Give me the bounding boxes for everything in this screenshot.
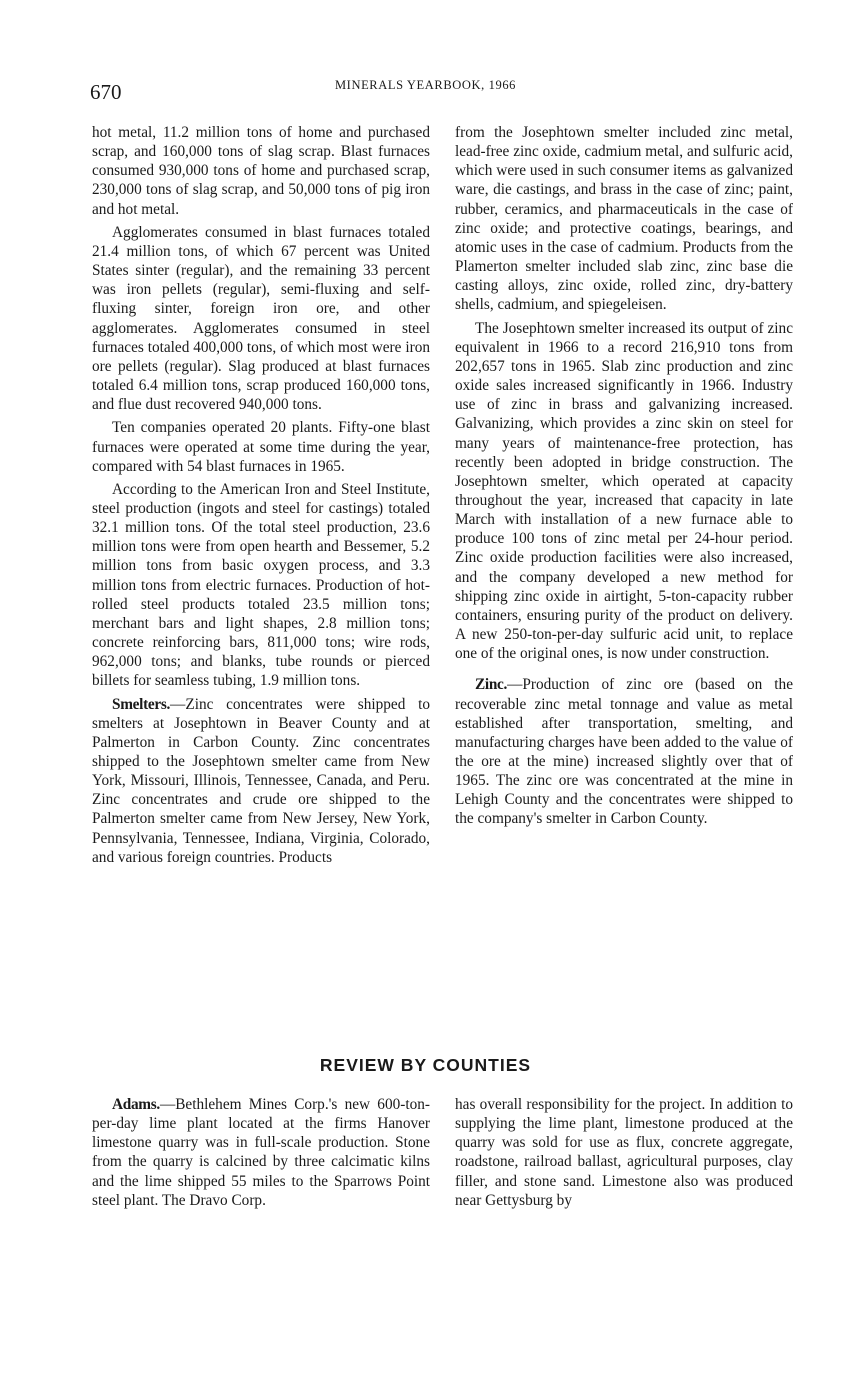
run-in-heading-adams: Adams. <box>112 1096 160 1113</box>
run-in-heading-zinc: Zinc. <box>475 676 508 694</box>
run-in-heading-smelters: Smelters. <box>112 695 171 713</box>
column-bottom-right <box>455 1095 793 1214</box>
paragraph-text: —Production of zinc ore (based on the recoverable zinc metal tonnage and value as metal established after transportation, smelting, and manufacturing charges have been added to the value of the ore at the mine) increased slightly over that of 1965. The zinc ore was concentrated at the mine in Lehigh County and the concentrates were shipped to the company's smelter in Carbon County. <box>455 676 793 828</box>
paragraph: According to the American Iron and Steel Institute, steel production (ingots and steel for castings) totaled 32.1 million tons. Of the total steel production, 23.6 million tons were from open hearth and Bessemer, 5.2 million tons from basic oxygen process, and 3.3 million tons from electric furnaces. Production of hot-rolled steel products totaled 23.5 million tons; merchant bars and light shapes, 2.8 million tons; concrete reinforcing bars, 811,000 tons; wire rods, 962,000 tons; and blanks, tube rounds or pierced billets for seamless tubing, 1.9 million tons. <box>92 480 430 690</box>
paragraph: Agglomerates consumed in blast furnaces totaled 21.4 million tons, of which 67 percent was United States sinter (regular), and the remaining 33 percent was iron pellets (regular), semi-fluxing and self-fluxing sinter, foreign iron ore, and other agglomerates. Agglomerates consumed in steel furnaces totaled 400,000 tons, of which most were iron ore pellets (regular). Slag produced at blast furnaces totaled 6.4 million tons, scrap produced 160,000 tons, and flue dust recovered 940,000 tons. <box>92 223 430 414</box>
paragraph-text: —Zinc concentrates were shipped to smelters at Josephtown in Beaver County and at Palmerton in Carbon County. Zinc concentrates shipped to the Josephtown smelter came from New York, Missouri, Illinois, Tennessee, Canada, and Peru. Zinc concentrates and crude ore shipped to the Palmerton smelter came from New Jersey, New York, Pennsylvania, Tennessee, Indiana, Virginia, Colorado, and various foreign countries. Products <box>92 695 430 866</box>
paragraph-text: —Bethlehem Mines Corp.'s new 600-ton-per-day lime plant located at the firms Hanover limestone quarry was in full-scale production. Stone from the quarry is calcined by three calcimatic kilns and the lime shipped 55 miles to the Sparrows Point steel plant. The Dravo Corp. <box>92 1096 430 1209</box>
running-head: MINERALS YEARBOOK, 1966 <box>334 78 517 92</box>
paragraph: hot metal, 11.2 million tons of home and purchased scrap, and 160,000 tons of slag scrap. Blast furnaces consumed 930,000 tons of home and purchased scrap, 230,000 tons of slag scrap, and 50,000 tons of pig iron and hot metal. <box>92 124 430 218</box>
paragraph: from the Josephtown smelter included zinc metal, lead-free zinc oxide, cadmium metal, and sulfuric acid, which were used in such consumer items as galvanized ware, die castings, and brass in the case of zinc; paint, rubber, ceramics, and pharmaceuticals in the case of zinc oxide; and protective coatings, bearings, and atomic uses in the case of cadmium. Products from the Plamerton smelter included slab zinc, zinc base die casting alloys, zinc oxide, rolled zinc, dry-battery shells, cadmium, and spiegeleisen. <box>455 124 793 314</box>
column-top-left <box>92 123 430 871</box>
paragraph: has overall responsibility for the project. In addition to supplying the lime plant, limestone produced at the quarry was sold for use as flux, concrete aggregate, roadstone, railroad ballast, agricultural purposes, clay filler, and stone sand. Limestone also was produced near Gettysburg by <box>455 1096 793 1209</box>
column-bottom-left <box>92 1095 430 1214</box>
paragraph: The Josephtown smelter increased its output of zinc equivalent in 1966 to a record 216,910 tons from 202,657 tons in 1965. Slab zinc production and zinc oxide sales increased significantly in 1966. Industry use of zinc in brass and galvanizing increased. Galvanizing, which provides a zinc skin on steel for many years of maintenance-free protection, has recently been adopted in bridge construction. The Josephtown smelter, which operated at capacity throughout the year, increased that capacity in late March with installation of a new furnace able to produce 100 tons of zinc metal per 24-hour period. Zinc oxide production facilities were also increased, and the company developed a new method for shipping zinc oxide in airtight, 5-ton-capacity rubber containers, ensuring purity of the product on delivery. A new 250-ton-per-day sulfuric acid unit, to replace one of the original ones, is now under construction. <box>455 319 793 663</box>
paragraph-adams <box>92 1095 430 1210</box>
paragraph: Ten companies operated 20 plants. Fifty-one blast furnaces were operated at some time during the year, compared with 54 blast furnaces in 1965. <box>92 419 430 475</box>
column-top-right <box>455 123 793 833</box>
paragraph-zinc <box>455 675 793 828</box>
page-number: 670 <box>90 80 122 104</box>
section-heading: REVIEW BY COUNTIES <box>319 1055 532 1075</box>
paragraph-smelters <box>92 695 430 867</box>
